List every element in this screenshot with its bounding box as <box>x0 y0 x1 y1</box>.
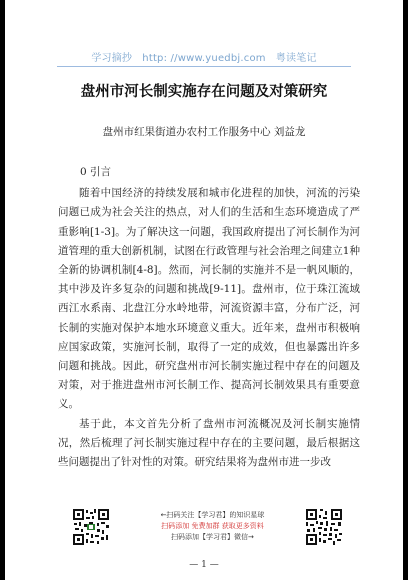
paper-author: 盘州市红果街道办农村工作服务中心 刘益龙 <box>102 126 306 138</box>
page-footer <box>5 508 403 568</box>
page-header <box>5 49 403 64</box>
qr-code-icon[interactable] <box>72 508 110 546</box>
header-divider <box>57 66 351 67</box>
header-site-link[interactable]: http: //www.yuedbj.com <box>142 53 266 64</box>
header-right-text: 粤读笔记 <box>275 53 317 64</box>
footer-promo-text <box>135 510 290 543</box>
footer-line-1: ←扫码关注【学习君】的知识星球 <box>160 511 265 519</box>
body-paragraph: 随着中国经济的持续发展和城市化进程的加快，河流的污染问题已成为社会关注的热点，对人们的生活和生态环境造成了严重影响[1-3]。为了解决这一问题，我国政府提出了河长制作为河道管理的重大创新机制，试图在行政管理与社会治理之间建立1种全新的协调机制[4-8]。然而，河长制的实施并不是一帆风顺的，其中涉及许多复杂的问题和挑战[9-11]。盘州市，位于珠江流域西江水系南、北盘江分水岭地带，河流资源丰富，分布广泛，河长制的实施对保护本地水环境意义重大。近年来，盘州市积极响应国家政策，实施河长制，取得了一定的成效，但也暴露出许多问题和挑战。因此，研究盘州市河长制实施过程中存在的问题及对策，对于推进盘州市河长制工作、提高河长制效果具有重要意义。 <box>58 187 360 411</box>
qr-code-icon[interactable] <box>305 508 343 546</box>
document-page <box>5 0 403 580</box>
footer-line-3: 扫码添加【学习君】微信→ <box>171 533 254 541</box>
paper-title: 盘州市河长制实施存在问题及对策研究 <box>80 84 328 100</box>
body-paragraph: 基于此，本文首先分析了盘州市河流概况及河长制实施情况，然后梳理了河长制实施过程中存在的主要问题，最后根据这些问题提出了针对性的对策。研究结果将为盘州市进一步改 <box>58 417 360 469</box>
paper-body <box>58 163 360 472</box>
page-number: — 1 — <box>189 560 219 570</box>
header-left-text: 学习摘抄 <box>91 53 133 64</box>
footer-line-2: 扫码添加 免费加群 获取更多资料 <box>161 522 264 530</box>
section-heading: 0 引言 <box>80 166 112 178</box>
